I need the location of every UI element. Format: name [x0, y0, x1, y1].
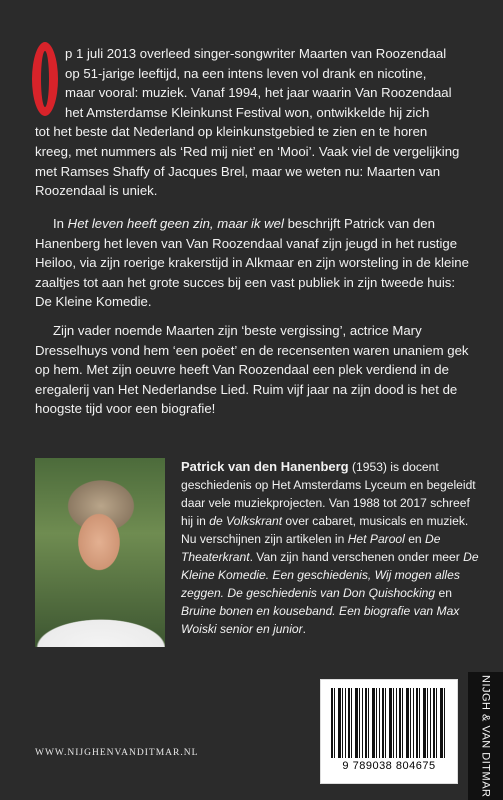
blurb-text: beschrijft Patrick van den Hanenberg het leven van Van Roozendaal vanaf zijn jeugd in het rustige Heiloo, via zijn roerige krakerstijd in Alkmaar en zijn worsteling in de kleine zaaltjes tot aan het grote succes bij een vast publiek in zijn tweede huis: De Kleine Komedie.	[35, 216, 469, 310]
blurb-text: In	[53, 216, 68, 231]
barcode-icon	[331, 688, 447, 758]
bio-text: over cabaret, musicals en muziek. Nu verschijnen zijn artikelen in	[181, 514, 469, 546]
author-photo	[35, 458, 165, 647]
blurb-paragraph-2	[35, 214, 475, 312]
bio-text: . Van zijn hand verschenen onder meer	[249, 550, 464, 564]
blurb-line: met Ramses Shaffy of Jacques Brel, maar we weten nu: Maarten van	[35, 163, 441, 179]
barcode-panel	[320, 679, 458, 784]
blurb-paragraph-1	[35, 44, 475, 201]
blurb-line: Roozendaal is uniek.	[35, 183, 158, 199]
bio-text: en	[404, 532, 426, 546]
blurb-line: maar vooral: muziek. Vanaf 1994, het jaar waarin Van Roozendaal	[65, 85, 452, 101]
blurb-line: het Amsterdamse Kleinkunst Festival won, ontwikkelde hij zich	[65, 104, 430, 120]
newspaper-title: De Theaterkrant	[181, 532, 441, 564]
book-titles: Bruine bonen en kouseband. Een biografie van Max Woiski senior en junior	[181, 604, 460, 636]
newspaper-title: de Volkskrant	[209, 514, 283, 528]
blurb-paragraph-3: Zijn vader noemde Maarten zijn ‘beste vergissing’, actrice Mary Dresselhuys vond hem ‘een poëet’ en de recensenten waren unaniem gek op hem. Met zijn oeuvre heeft Van Roozendaal een plek verdiend in de eregalerij van Het Nederlandse Lied. Ruim vijf jaar na zijn dood is het de hoogste tijd voor een biografie!	[35, 323, 469, 417]
blurb-line: kreeg, met nummers als ‘Red mij niet’ en ‘Mooi’. Vaak viel de vergelijking	[35, 143, 460, 159]
publisher-logo: NIJGH & VAN DITMAR	[479, 674, 492, 798]
publisher-website: WWW.NIJGHENVANDITMAR.NL	[35, 748, 199, 758]
bio-text: .	[302, 622, 307, 636]
blurb-line: p 1 juli 2013 overleed singer-songwriter Maarten van Roozendaal	[65, 46, 447, 61]
blurb-line: tot het beste dat Nederland op kleinkunstgebied te zien en te horen	[35, 124, 428, 140]
book-title: Het leven heeft geen zin, maar ik wel	[67, 216, 284, 231]
book-titles: De Kleine Komedie. Een geschiedenis, Wij mogen alles zeggen. De geschiedenis van Don Quishocking	[181, 550, 479, 600]
blurb-line: op 51-jarige leeftijd, na een intens leven vol drank en nicotine,	[65, 65, 427, 81]
author-name: Patrick van den Hanenberg	[181, 459, 349, 474]
bio-text: (1953) is docent geschiedenis op Het Amsterdams Lyceum en begeleidt daar vele muziekprojecten. Van 1988 tot 2017 schreef hij in	[181, 460, 476, 528]
newspaper-title: Het Parool	[347, 532, 405, 546]
bio-text: en	[435, 586, 452, 600]
isbn-number: 9 789038 804675	[342, 760, 436, 772]
author-bio	[181, 458, 481, 638]
